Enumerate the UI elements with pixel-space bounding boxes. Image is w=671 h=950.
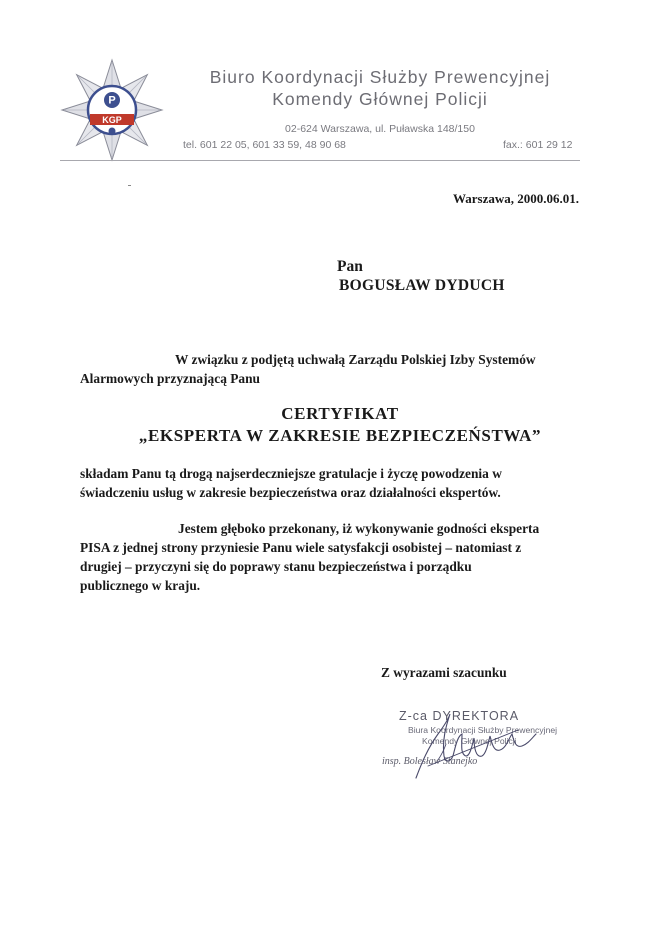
telephone: tel. 601 22 05, 601 33 59, 48 90 68 — [183, 139, 346, 151]
paragraph-line: Jestem głęboko przekonany, iż wykonywanie godności eksperta — [178, 521, 540, 536]
svg-text:P: P — [108, 94, 116, 107]
handwritten-signature — [398, 700, 548, 785]
certificate-title: CERTYFIKAT — [281, 404, 399, 423]
stamp-line: Biura Koordynacji Służby Prewencyjnej — [408, 725, 558, 735]
organization-subname: Komendy Głównej Policji — [272, 89, 488, 109]
scan-speck — [128, 185, 131, 186]
paragraph-line: drugiej – przyczyni się do poprawy stanu bezpieczeństwa i porządku — [80, 559, 472, 574]
paragraph-line: publicznego w kraju. — [80, 578, 201, 593]
paragraph-line: składam Panu tą drogą najserdeczniejsze gratulacje i życzę powodzenia w — [80, 466, 502, 481]
salutation: Pan — [337, 258, 363, 275]
paragraph-line: Alarmowych przyznającą Panu — [80, 371, 261, 386]
fax-number: fax.: 601 29 12 — [503, 139, 573, 151]
letterhead-divider — [60, 160, 580, 161]
signatory-name: insp. Bolesław Stanejko — [382, 756, 478, 767]
letter-date: Warszawa, 2000.06.01. — [453, 191, 580, 206]
closing-phrase: Z wyrazami szacunku — [381, 665, 507, 680]
organization-name: Biuro Koordynacji Służby Prewencyjnej — [209, 67, 551, 87]
svg-text:KGP: KGP — [102, 115, 122, 125]
address: 02-624 Warszawa, ul. Puławska 148/150 — [285, 123, 475, 135]
stamp-line: Komendy Głównej Policji — [422, 736, 517, 746]
paragraph-line: W związku z podjętą uchwałą Zarządu Polskiej Izby Systemów — [175, 352, 536, 367]
stamp-title: Z-ca DYREKTORA — [399, 709, 520, 723]
paragraph-line: świadczeniu usług w zakresie bezpieczeństwa oraz działalności ekspertów. — [80, 485, 501, 500]
recipient-name: BOGUSŁAW DYDUCH — [339, 277, 505, 294]
police-star-logo — [60, 58, 164, 162]
paragraph-line: PISA z jednej strony przyniesie Panu wiele satysfakcji osobistej – natomiast z — [80, 540, 522, 555]
certificate-subtitle: „EKSPERTA W ZAKRESIE BEZPIECZEŃSTWA” — [138, 426, 542, 445]
